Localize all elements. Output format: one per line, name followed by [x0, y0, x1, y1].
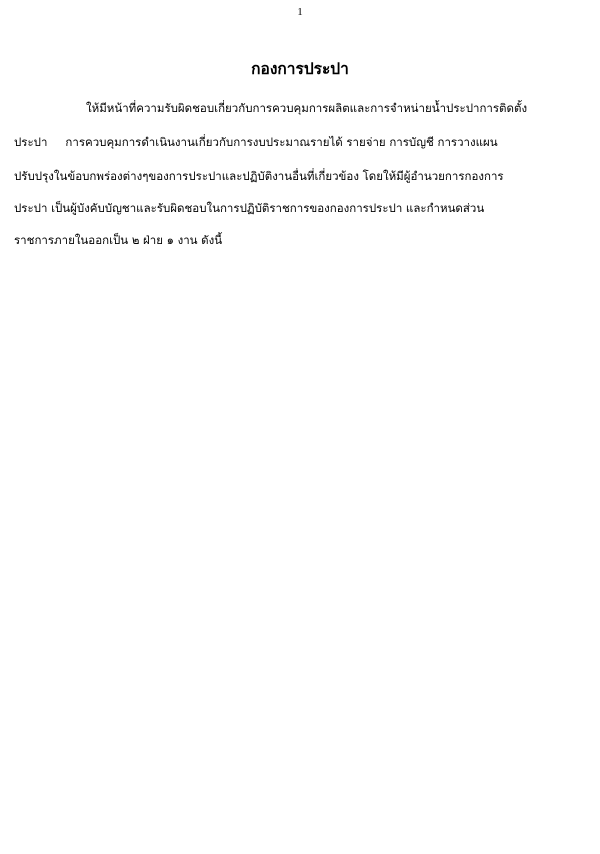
paragraph-line-1: ให้มีหน้าที่ความรับผิดชอบเกี่ยวกับการควบคุมการผลิตและการจำหน่ายน้ำประปาการติดตั้ง [86, 101, 528, 115]
paragraph-line-2 [14, 134, 594, 150]
paragraph-line-2-rest: การควบคุมการดำเนินงานเกี่ยวกับการงบประมาณรายได้ รายจ่าย การบัญชี การวางแผน [65, 135, 498, 149]
section-title: กองการประปา [251, 60, 349, 78]
page-number: 1 [297, 6, 303, 18]
paragraph-line-3: ปรับปรุงในข้อบกพร่องต่างๆของการประปาและปฏิบัติงานอื่นที่เกี่ยวข้อง โดยให้มีผู้อำนวยการกองการ [14, 169, 504, 183]
paragraph-line-5: ราชการภายในออกเป็น ๒ ฝ่าย ๑ งาน ดังนี้ [14, 233, 223, 247]
paragraph-line-2-start: ประปา [14, 135, 48, 149]
paragraph-line-4: ประปา เป็นผู้บังคับบัญชาและรับผิดชอบในการปฏิบัติราชการของกองการประปา และกำหนดส่วน [14, 201, 485, 215]
